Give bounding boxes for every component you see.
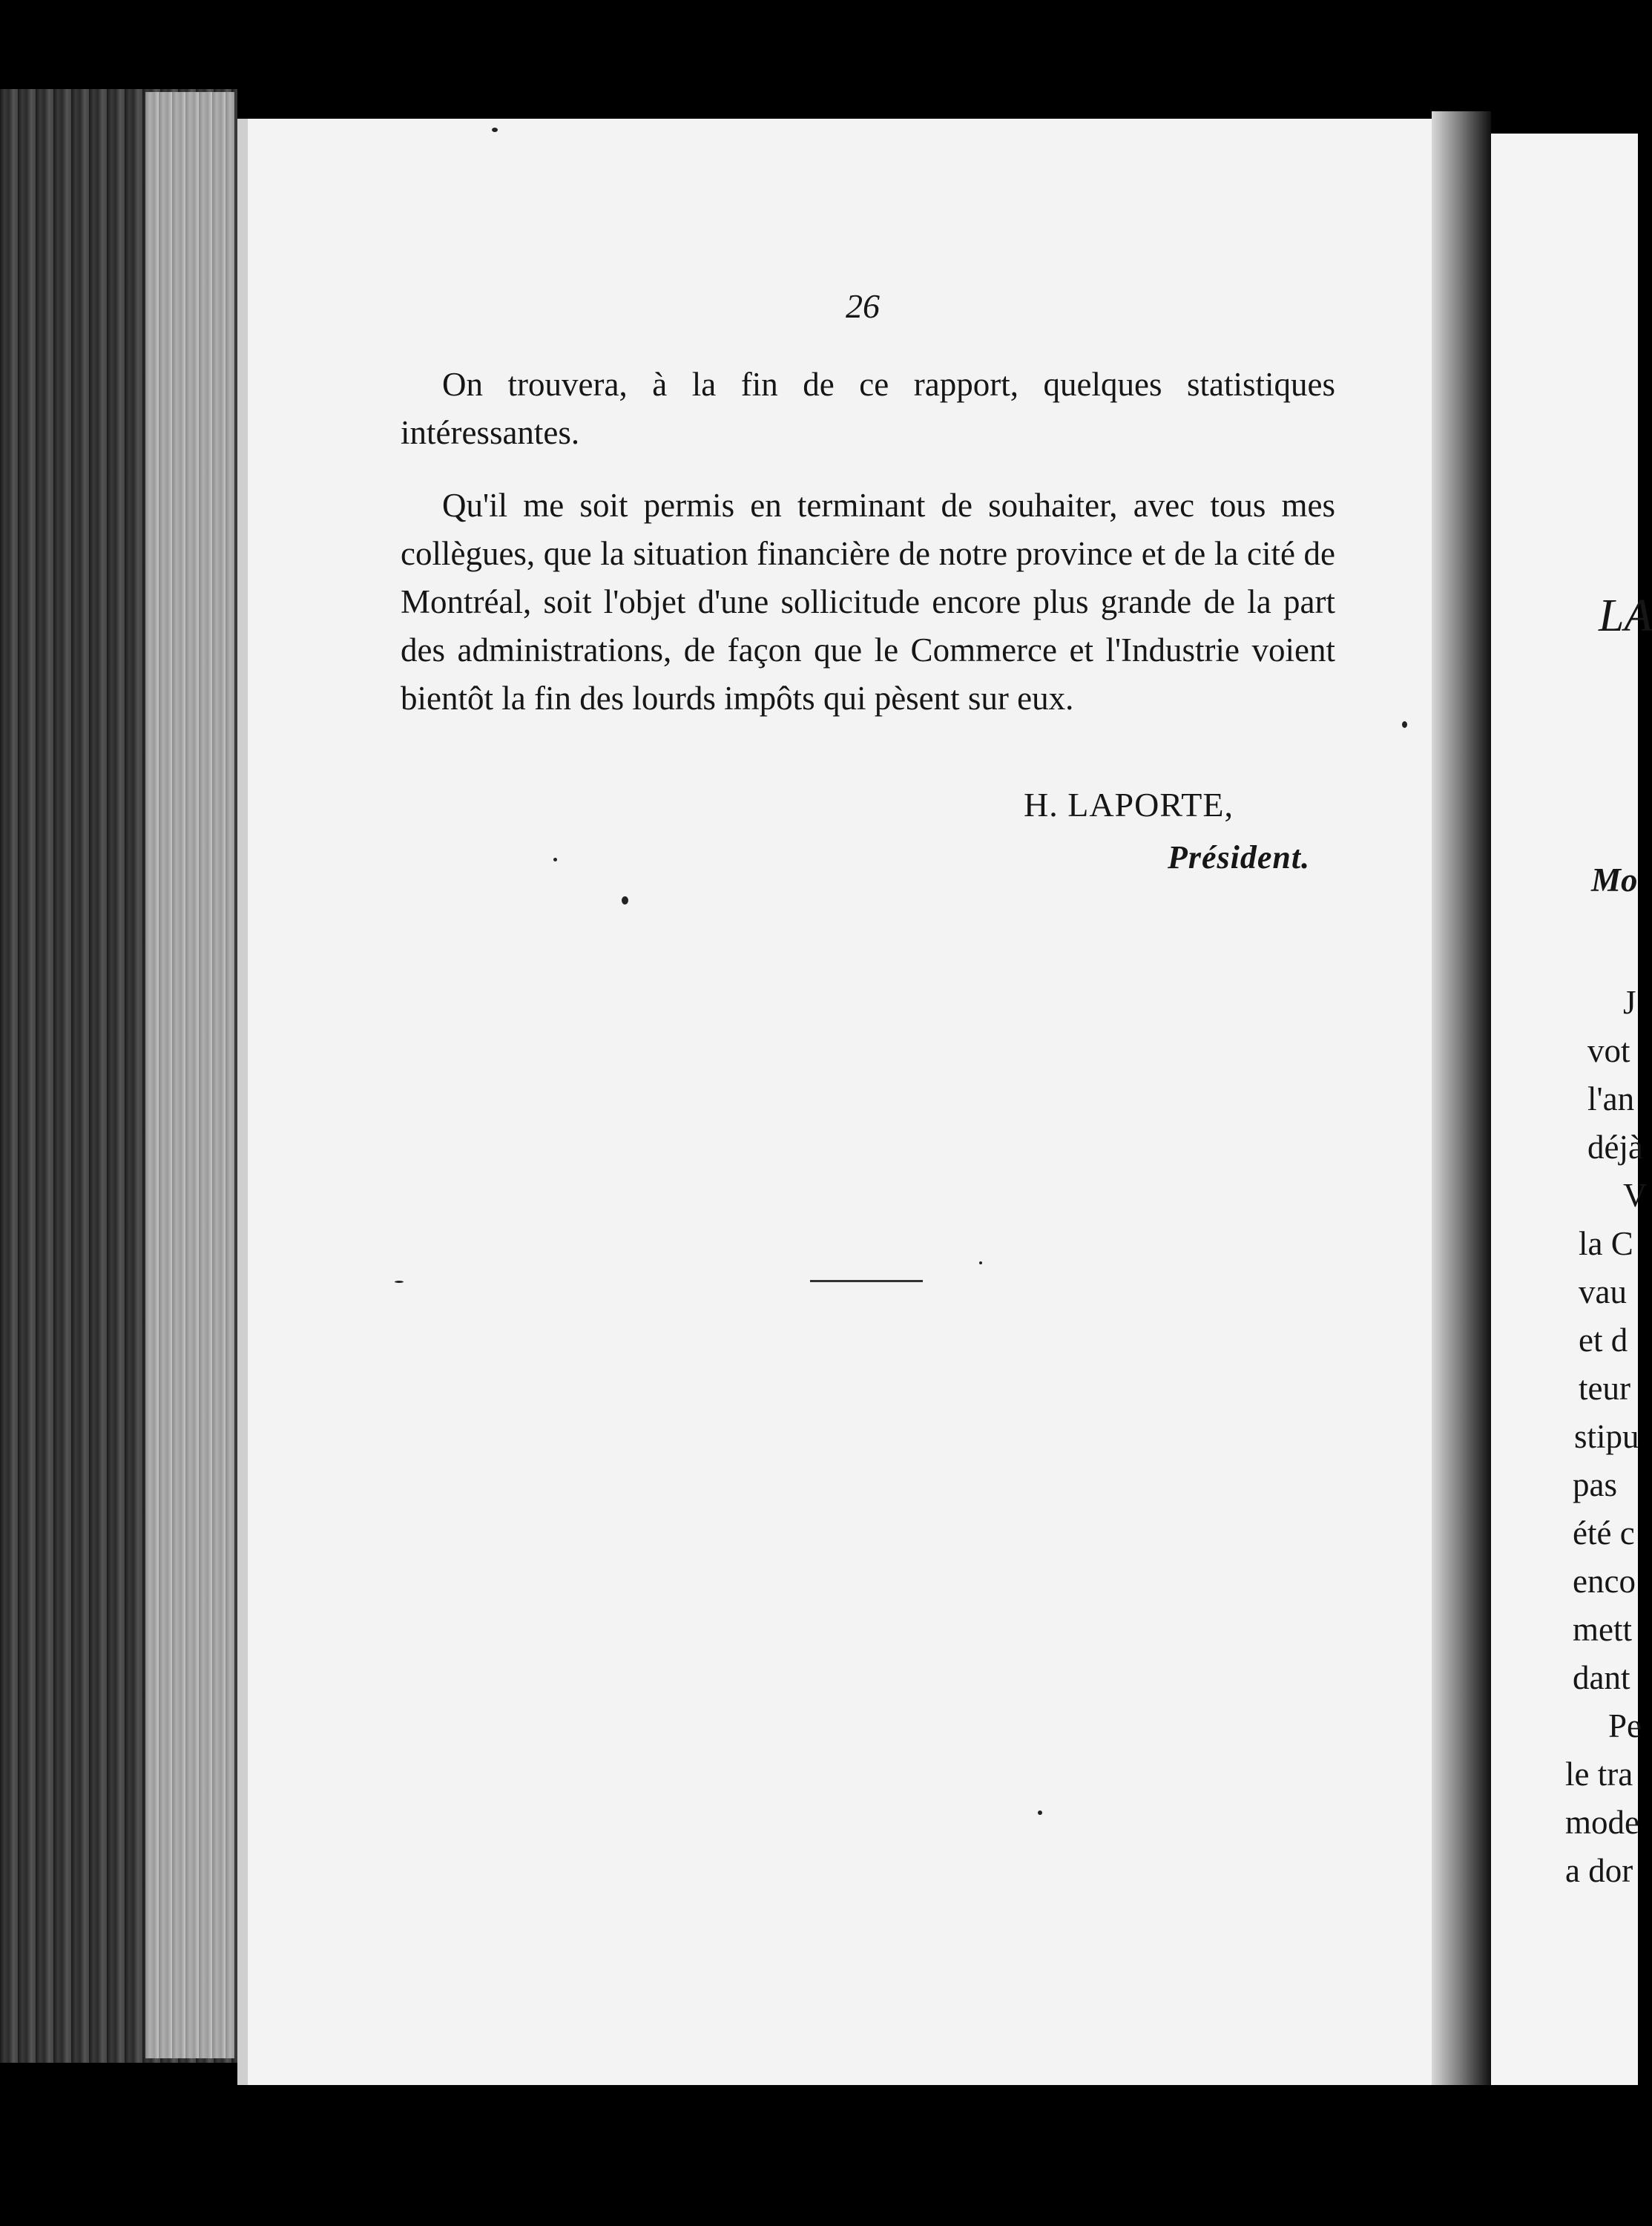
- signature-title: Président.: [1168, 839, 1311, 876]
- dust-speck: [979, 1261, 982, 1264]
- right-fragment-line: J: [1623, 984, 1636, 1021]
- right-fragment-line: mett: [1573, 1611, 1632, 1648]
- page-number: 26: [846, 287, 880, 325]
- right-fragment-line: pas: [1573, 1466, 1617, 1503]
- right-fragment-line: l'an: [1587, 1080, 1635, 1117]
- right-fragment-line: été c: [1573, 1514, 1635, 1552]
- right-fragment-line: la C: [1579, 1225, 1633, 1262]
- right-fragment-line: vot: [1587, 1032, 1630, 1069]
- dust-speck: [553, 858, 557, 861]
- paragraph-statistics: On trouvera, à la fin de ce rapport, quelques statistiques intéressantes.: [401, 366, 1335, 451]
- dust-speck: [622, 896, 628, 904]
- paragraph-closing-wish: Qu'il me soit permis en terminant de souhaiter, avec tous mes collègues, que la situation financière de notre province et de la cité de Montréal, soit l'objet d'une sollicitude encore plus grande de la part des administrations, de façon que le Commerce et l'Industrie voient bientôt la fin des lourds impôts qui pèsent sur eux.: [401, 487, 1335, 717]
- dust-speck: [492, 128, 498, 132]
- book-gutter: [1432, 111, 1491, 2085]
- right-fragment-line: a dor: [1565, 1852, 1633, 1889]
- section-divider-rule: [810, 1280, 923, 1282]
- right-fragment-line: V: [1623, 1177, 1648, 1214]
- page-stack-edge-highlight: [145, 92, 234, 2058]
- right-fragment-line: enco: [1573, 1563, 1636, 1600]
- right-fragment-line: teur: [1579, 1370, 1630, 1407]
- right-fragment-line: Pe: [1608, 1707, 1642, 1744]
- right-fragment-heading: LA: [1599, 591, 1652, 641]
- right-fragment-line: dant: [1573, 1659, 1630, 1696]
- signature-name: H. LAPORTE,: [1024, 786, 1234, 824]
- right-fragment-line: déjà: [1587, 1129, 1643, 1166]
- right-fragment-line: stipu: [1574, 1418, 1639, 1455]
- right-fragment-salutation: Mo: [1591, 861, 1638, 899]
- right-fragment-line: et d: [1579, 1322, 1628, 1359]
- dust-speck: [395, 1281, 404, 1283]
- dust-speck: [1402, 721, 1407, 728]
- dust-speck: [1038, 1810, 1042, 1815]
- right-fragment-line: le tra: [1565, 1756, 1633, 1793]
- right-fragment-line: vau: [1579, 1273, 1627, 1310]
- right-fragment-line: mode: [1565, 1804, 1639, 1841]
